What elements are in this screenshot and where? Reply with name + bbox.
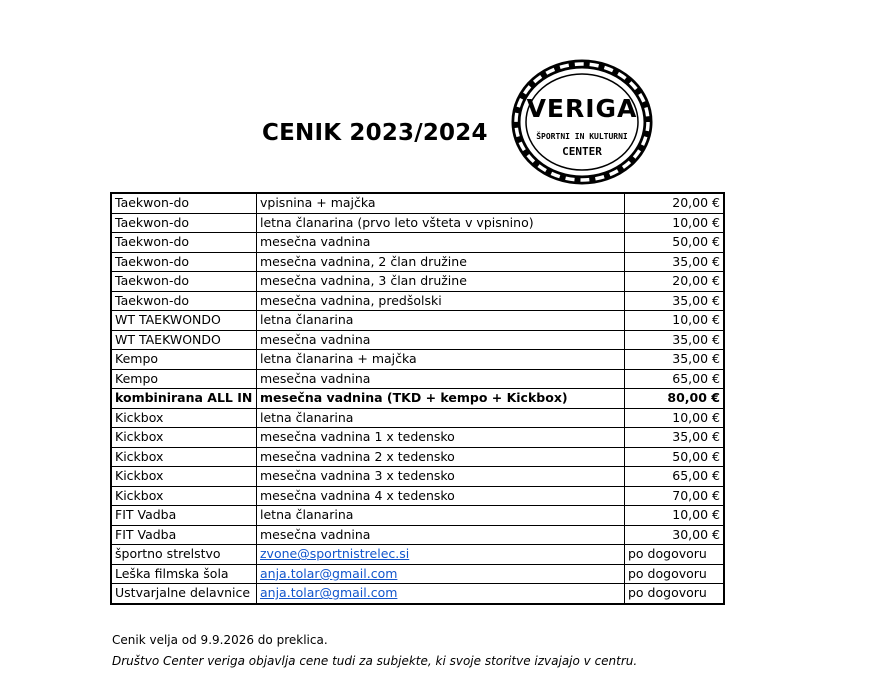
price-cell: 65,00 € (625, 467, 725, 487)
table-row (111, 330, 724, 350)
program-cell: FIT Vadba (111, 525, 257, 545)
program-cell: Kempo (111, 369, 257, 389)
description-cell: mesečna vadnina (257, 233, 625, 253)
table-row-highlighted (111, 389, 724, 409)
price-cell: 80,00 € (625, 389, 725, 409)
program-cell: Kickbox (111, 467, 257, 487)
email-link[interactable]: anja.tolar@gmail.com (260, 565, 398, 581)
description-cell: mesečna vadnina (257, 369, 625, 389)
price-cell: 35,00 € (625, 330, 725, 350)
program-cell: kombinirana ALL IN (111, 389, 257, 409)
table-row (111, 213, 724, 233)
price-cell: po dogovoru (625, 584, 725, 604)
price-cell: 30,00 € (625, 525, 725, 545)
description-cell: mesečna vadnina 2 x tedensko (257, 447, 625, 467)
description-cell: mesečna vadnina 1 x tedensko (257, 428, 625, 448)
program-cell: Taekwon-do (111, 291, 257, 311)
email-link[interactable]: zvone@sportnistrelec.si (260, 546, 410, 562)
price-cell: 35,00 € (625, 252, 725, 272)
table-row (111, 428, 724, 448)
price-cell: 10,00 € (625, 213, 725, 233)
description-cell: mesečna vadnina (257, 525, 625, 545)
table-row (111, 233, 724, 253)
program-cell: WT TAEKWONDO (111, 330, 257, 350)
program-cell: Ustvarjalne delavnice (111, 584, 257, 604)
program-cell: športno strelstvo (111, 545, 257, 565)
description-cell (257, 584, 625, 604)
description-cell: mesečna vadnina 3 x tedensko (257, 467, 625, 487)
price-cell: 20,00 € (625, 272, 725, 292)
price-cell: 35,00 € (625, 350, 725, 370)
email-link[interactable]: anja.tolar@gmail.com (260, 585, 398, 601)
table-row (111, 447, 724, 467)
description-cell: mesečna vadnina (TKD + kempo + Kickbox) (257, 389, 625, 409)
logo-subtitle-1: ŠPORTNI IN KULTURNI (536, 132, 628, 141)
program-cell: Taekwon-do (111, 252, 257, 272)
table-row (111, 272, 724, 292)
description-cell: letna članarina (prvo leto všteta v vpisnino) (257, 213, 625, 233)
table-row (111, 584, 724, 604)
notes (112, 630, 637, 672)
price-cell: 70,00 € (625, 486, 725, 506)
price-cell: 10,00 € (625, 311, 725, 331)
description-cell: letna članarina (257, 311, 625, 331)
description-cell: letna članarina (257, 408, 625, 428)
description-cell: mesečna vadnina, predšolski (257, 291, 625, 311)
price-cell: 65,00 € (625, 369, 725, 389)
description-cell: mesečna vadnina, 2 član družine (257, 252, 625, 272)
price-cell: 20,00 € (625, 193, 725, 213)
page-title: CENIK 2023/2024 (262, 120, 488, 146)
program-cell: Kempo (111, 350, 257, 370)
price-cell: 50,00 € (625, 447, 725, 467)
logo-subtitle-2: CENTER (562, 145, 602, 158)
price-cell: 35,00 € (625, 291, 725, 311)
description-cell (257, 545, 625, 565)
table-row (111, 467, 724, 487)
program-cell: Kickbox (111, 408, 257, 428)
validity-note: Cenik velja od 9.9.2026 do preklica. (112, 633, 328, 647)
table-row (111, 193, 724, 213)
program-cell: Kickbox (111, 428, 257, 448)
price-cell: po dogovoru (625, 564, 725, 584)
program-cell: Taekwon-do (111, 213, 257, 233)
description-cell (257, 564, 625, 584)
price-cell: 10,00 € (625, 408, 725, 428)
price-cell: 35,00 € (625, 428, 725, 448)
table-row (111, 291, 724, 311)
table-row (111, 545, 724, 565)
table-row (111, 486, 724, 506)
price-cell: 50,00 € (625, 233, 725, 253)
table-row (111, 350, 724, 370)
description-cell: vpisnina + majčka (257, 193, 625, 213)
program-cell: Leška filmska šola (111, 564, 257, 584)
program-cell: FIT Vadba (111, 506, 257, 526)
program-cell: Taekwon-do (111, 272, 257, 292)
price-table (110, 192, 725, 605)
program-cell: Kickbox (111, 447, 257, 467)
description-cell: mesečna vadnina, 3 član družine (257, 272, 625, 292)
table-row (111, 252, 724, 272)
table-row (111, 564, 724, 584)
description-cell: letna članarina + majčka (257, 350, 625, 370)
program-cell: Kickbox (111, 486, 257, 506)
description-cell: mesečna vadnina 4 x tedensko (257, 486, 625, 506)
table-row (111, 525, 724, 545)
description-cell: letna članarina (257, 506, 625, 526)
program-cell: WT TAEKWONDO (111, 311, 257, 331)
table-row (111, 369, 724, 389)
program-cell: Taekwon-do (111, 233, 257, 253)
table-row (111, 311, 724, 331)
table-row (111, 408, 724, 428)
price-cell: 10,00 € (625, 506, 725, 526)
price-cell: po dogovoru (625, 545, 725, 565)
disclaimer-note: Društvo Center veriga objavlja cene tudi za subjekte, ki svoje storitve izvajajo v centru. (112, 654, 638, 668)
table-row (111, 506, 724, 526)
description-cell: mesečna vadnina (257, 330, 625, 350)
veriga-logo (507, 55, 657, 190)
logo-name: VERIGA (526, 94, 638, 123)
program-cell: Taekwon-do (111, 193, 257, 213)
